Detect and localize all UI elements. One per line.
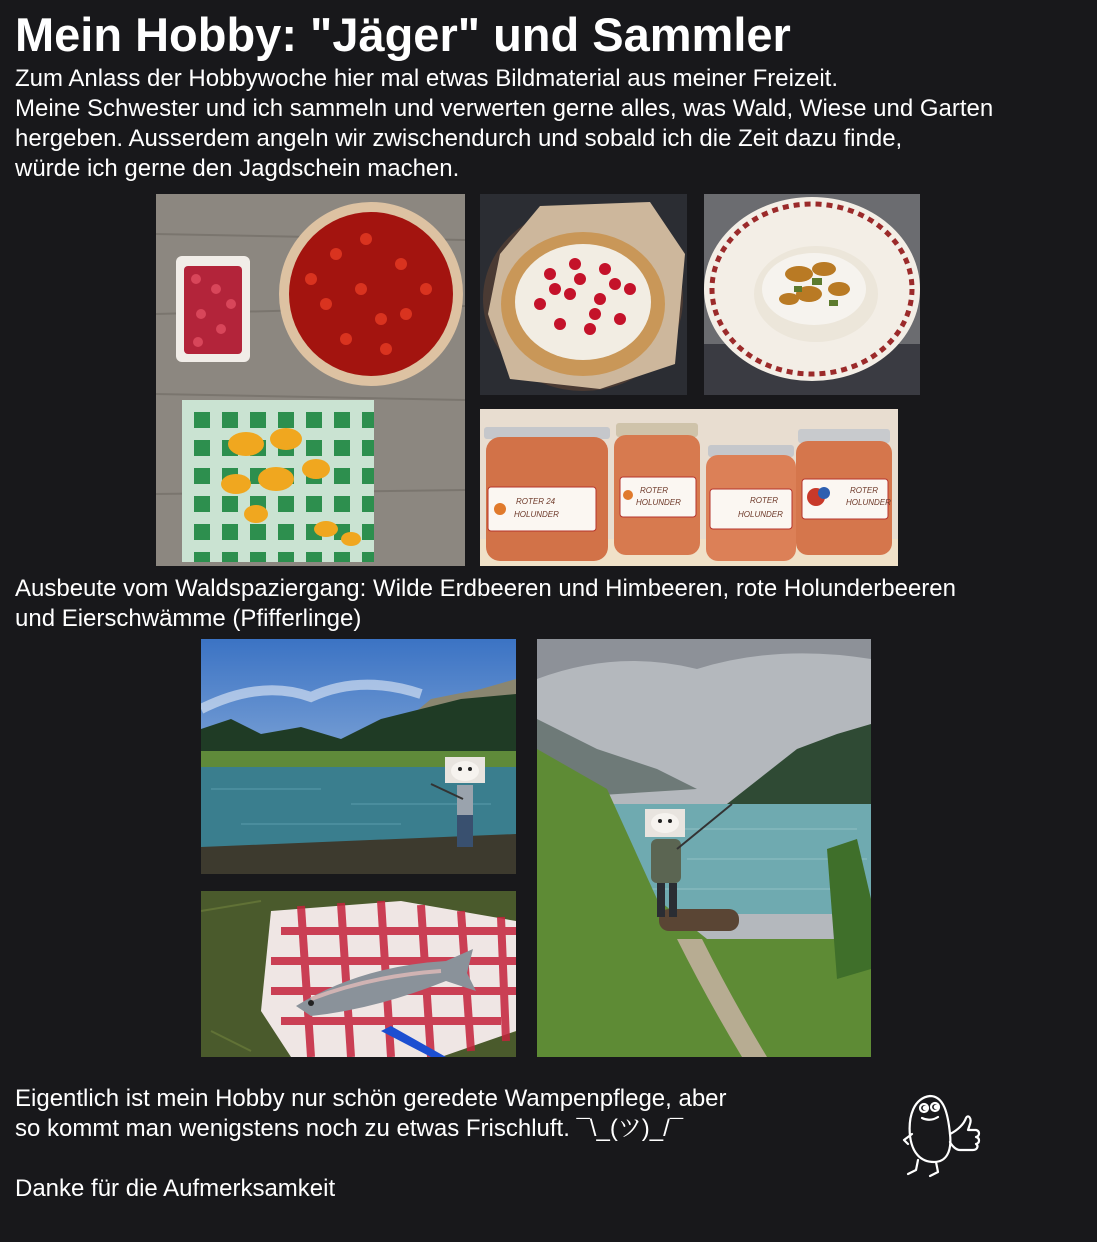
rice-dish-photo	[704, 194, 920, 395]
intro-line: Zum Anlass der Hobbywoche hier mal etwas Bildmaterial aus meiner Freizeit.	[15, 65, 838, 92]
caption-line: Ausbeute vom Waldspaziergang: Wilde Erdbeeren und Himbeeren, rote Holunderbeeren	[15, 575, 956, 602]
jar-label-2b: HOLUNDER	[636, 498, 681, 507]
lake-fishing-photo	[201, 639, 516, 874]
caption-forest-haul	[15, 574, 956, 634]
page-title: Mein Hobby: "Jäger" und Sammler	[15, 8, 791, 61]
closing-line: so kommt man wenigstens noch zu etwas Frischluft. ¯\_(ツ)_/¯	[15, 1115, 684, 1142]
jar-label-4b: HOLUNDER	[846, 498, 891, 507]
caption-line: und Eierschwämme (Pfifferlinge)	[15, 605, 362, 632]
angler-lake-photo	[537, 639, 871, 1057]
trout-catch-photo	[201, 891, 516, 1057]
intro-text	[15, 64, 993, 184]
closing-text	[15, 1084, 727, 1204]
jar-label-3b: HOLUNDER	[738, 510, 783, 519]
intro-line: hergeben. Ausserdem angeln wir zwischendurch und sobald ich die Zeit dazu finde,	[15, 125, 903, 152]
jar-label-1a: ROTER 24	[516, 497, 556, 506]
jar-label-4a: ROTER	[850, 486, 878, 495]
jar-label-3a: ROTER	[750, 496, 778, 505]
berries-mushrooms-photo	[156, 194, 465, 566]
berry-tart-photo	[480, 194, 687, 395]
thanks-line: Danke für die Aufmerksamkeit	[15, 1175, 336, 1202]
blank-line	[15, 1144, 727, 1174]
jam-jars-photo	[480, 409, 898, 566]
jar-label-1b: HOLUNDER	[514, 510, 559, 519]
thumbs-up-doodle-icon	[900, 1090, 984, 1180]
jar-label-2a: ROTER	[640, 486, 668, 495]
intro-line: würde ich gerne den Jagdschein machen.	[15, 155, 460, 182]
intro-line: Meine Schwester und ich sammeln und verwerten gerne alles, was Wald, Wiese und Garten	[15, 95, 994, 122]
closing-line: Eigentlich ist mein Hobby nur schön geredete Wampenpflege, aber	[15, 1085, 727, 1112]
